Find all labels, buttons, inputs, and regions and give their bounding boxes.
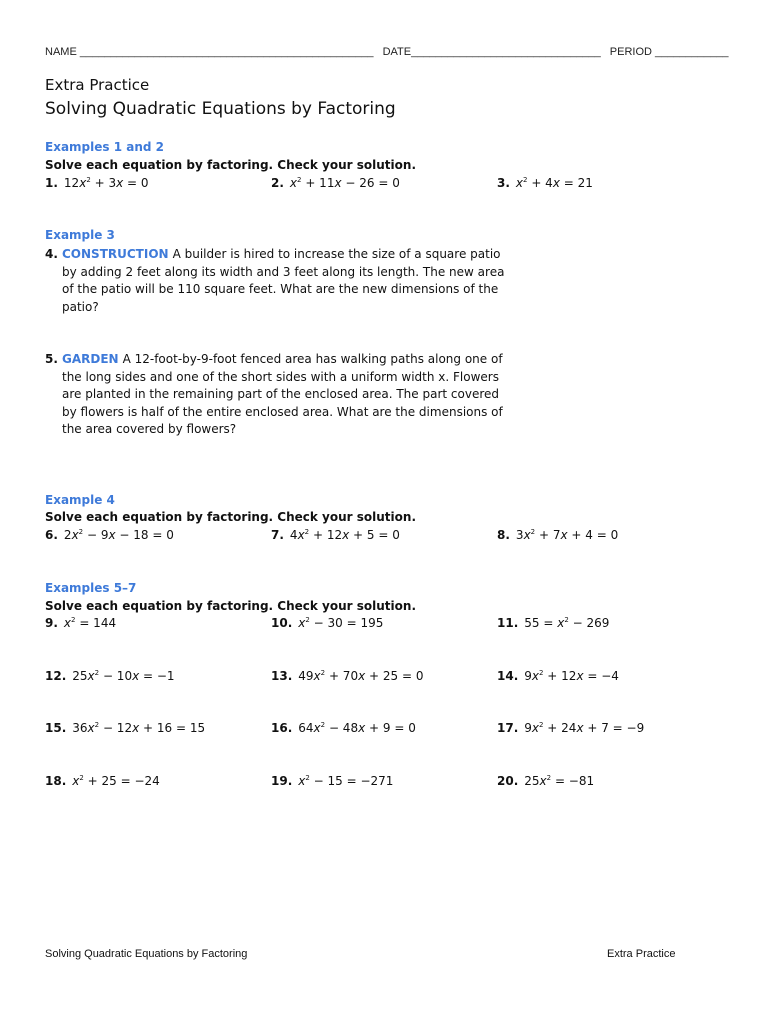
section-heading-example-4: Example 4 — [45, 493, 115, 507]
problem-row-1 — [45, 176, 725, 194]
section-heading-examples-1-2: Examples 1 and 2 — [45, 140, 164, 154]
problem-19: 19. $x^2 - 15 = -271$ — [271, 774, 394, 788]
footer-left: Solving Quadratic Equations by Factoring — [45, 948, 248, 960]
problem-20: 20. $25x^2 = -81$ — [497, 774, 595, 788]
worksheet-subtitle: Extra Practice — [45, 76, 150, 94]
problem-5-keyword: GARDEN — [62, 352, 119, 366]
instruction-2: Solve each equation by factoring. Check your solution. — [45, 510, 416, 524]
footer-right: Extra Practice — [607, 948, 676, 960]
problem-16: 16. $64x^2 - 48x + 9 = 0$ — [271, 721, 416, 735]
period-field[interactable]: PERIOD ____________ — [609, 46, 729, 58]
problem-4-keyword: CONSTRUCTION — [62, 247, 169, 261]
problem-9: 9. $x^2 = 144$ — [45, 616, 117, 630]
problem-row-6 — [45, 774, 725, 792]
problem-row-2 — [45, 528, 725, 546]
problem-13: 13. $49x^2 + 70x + 25 = 0$ — [271, 669, 424, 683]
problem-14: 14. $9x^2 + 12x = -4$ — [497, 669, 619, 683]
problem-3: 3. $x^2 + 4x = 21$ — [497, 176, 593, 190]
student-info-header — [45, 46, 729, 58]
problem-15: 15. $36x^2 - 12x + 16 = 15$ — [45, 721, 206, 735]
problem-4-text: A builder is hired to increase the size of a square patio by adding 2 feet along its width and 3 feet along its length. The new area of the patio will be 110 square feet. What are the new dimensions of the patio? — [62, 247, 505, 314]
worksheet-title: Solving Quadratic Equations by Factoring — [45, 99, 396, 119]
section-heading-examples-5-7: Examples 5–7 — [45, 581, 137, 595]
problem-4: 4. CONSTRUCTION A builder is hired to increase the size of a square patio by adding 2 feet along its width and 3 feet along its length. The new area of the patio will be 110 square feet. What are the new dimensions of the patio? — [45, 247, 505, 314]
date-field[interactable]: DATE_______________________________ — [382, 46, 601, 58]
problem-row-4 — [45, 669, 725, 687]
problem-5-text: A 12-foot-by-9-foot fenced area has walking paths along one of the long sides and one of the short sides with a uniform width x. Flowers are planted in the remaining part of the enclosed area. The part covered by flowers is half of the entire enclosed area. What are the dimensions of the area covered by flowers? — [62, 352, 503, 436]
problem-1: 1. $12x^2 + 3x = 0$ — [45, 176, 149, 190]
problem-10: 10. $x^2 - 30 = 195$ — [271, 616, 384, 630]
problem-18: 18. $x^2 + 25 = -24$ — [45, 774, 160, 788]
problem-5: 5. GARDEN A 12-foot-by-9-foot fenced area has walking paths along one of the long sides and one of the short sides with a uniform width x. Flowers are planted in the remaining part of the enclosed area. The part covered by flowers is half of the entire enclosed area. What are the dimensions of the area covered by flowers? — [45, 352, 503, 436]
problem-7: 7. $4x^2 + 12x + 5 = 0$ — [271, 528, 400, 542]
name-field[interactable]: NAME ________________________________________________ — [45, 46, 374, 58]
problem-2: 2. $x^2 + 11x - 26 = 0$ — [271, 176, 400, 190]
instruction-1: Solve each equation by factoring. Check your solution. — [45, 158, 416, 172]
problem-row-5 — [45, 721, 725, 739]
instruction-3: Solve each equation by factoring. Check your solution. — [45, 599, 416, 613]
problem-row-3 — [45, 616, 725, 634]
problem-6: 6. $2x^2 - 9x - 18 = 0$ — [45, 528, 174, 542]
problem-8: 8. $3x^2 + 7x + 4 = 0$ — [497, 528, 619, 542]
section-heading-example-3: Example 3 — [45, 228, 115, 242]
problem-17: 17. $9x^2 + 24x + 7 = -9$ — [497, 721, 645, 735]
problem-11: 11. $55 = x^2 - 269$ — [497, 616, 610, 630]
problem-12: 12. $25x^2 - 10x = -1$ — [45, 669, 175, 683]
